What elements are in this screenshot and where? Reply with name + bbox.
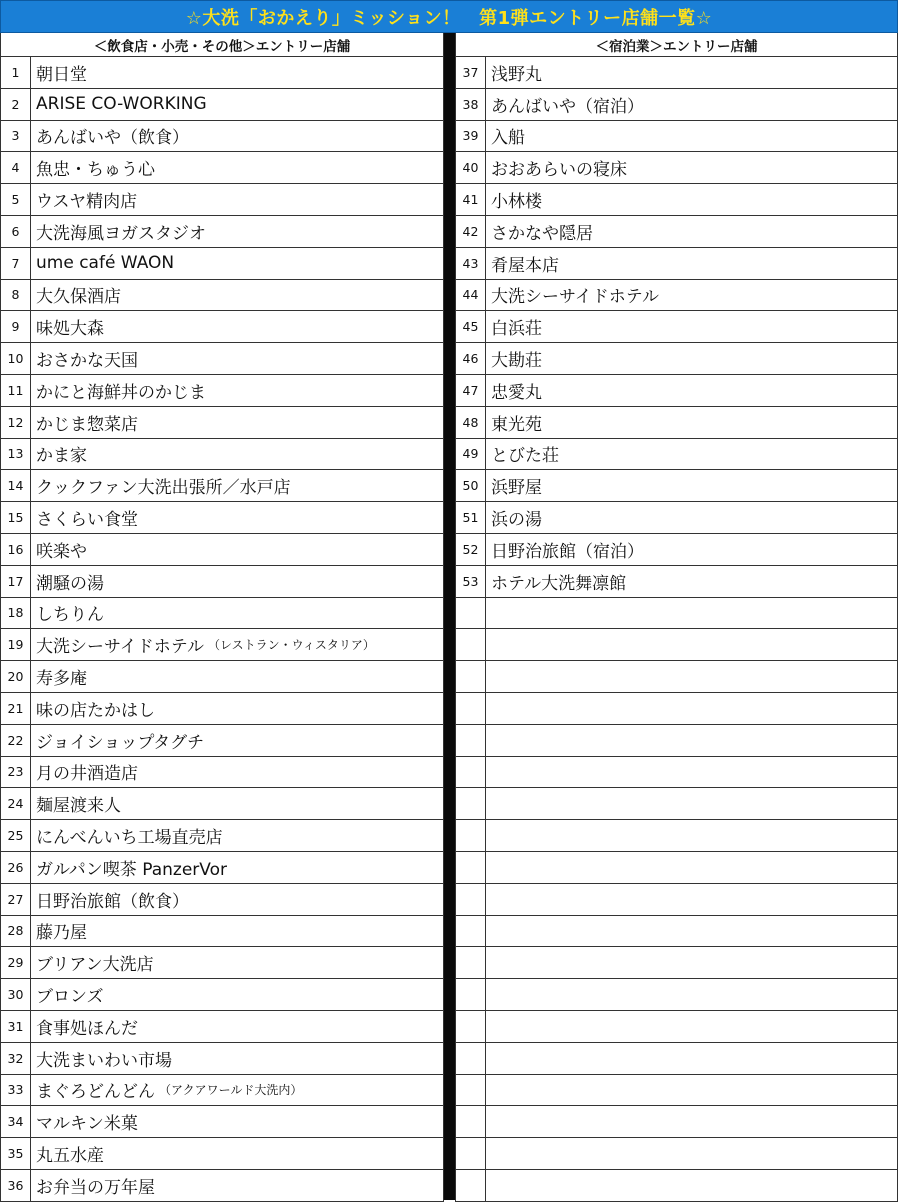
table-row bbox=[0, 57, 444, 89]
row-number bbox=[456, 1138, 486, 1169]
table-row bbox=[455, 725, 898, 757]
store-name-cell bbox=[31, 820, 443, 851]
table-row bbox=[0, 788, 444, 820]
table-row bbox=[455, 884, 898, 916]
store-name-cell bbox=[486, 1138, 897, 1169]
table-row bbox=[455, 343, 898, 375]
table-row bbox=[455, 248, 898, 280]
store-name-cell bbox=[486, 629, 897, 660]
table-row bbox=[455, 979, 898, 1011]
store-name-cell bbox=[486, 788, 897, 819]
row-number bbox=[456, 852, 486, 883]
store-name-cell bbox=[486, 248, 897, 279]
table-row bbox=[0, 757, 444, 789]
store-name: 咲楽や bbox=[36, 541, 87, 562]
table-row bbox=[0, 375, 444, 407]
row-number: 52 bbox=[456, 534, 486, 565]
store-name-cell bbox=[31, 1170, 443, 1201]
store-note: （アクアワールド大洗内） bbox=[159, 1083, 303, 1098]
store-name: あんばいや（飲食） bbox=[36, 128, 189, 149]
table-row bbox=[0, 661, 444, 693]
store-name-cell bbox=[31, 1075, 443, 1106]
store-name: 小林楼 bbox=[491, 192, 542, 213]
store-name-cell bbox=[486, 184, 897, 215]
store-name-cell bbox=[31, 693, 443, 724]
row-number: 47 bbox=[456, 375, 486, 406]
store-name-cell bbox=[31, 216, 443, 247]
table-row bbox=[455, 502, 898, 534]
row-number: 49 bbox=[456, 439, 486, 470]
row-number bbox=[456, 661, 486, 692]
row-number: 48 bbox=[456, 407, 486, 438]
page-title: ☆大洗「おかえり」ミッション！ 第1弾エントリー店舗一覧☆ bbox=[185, 7, 713, 29]
store-name-cell bbox=[31, 248, 443, 279]
table-row bbox=[455, 1011, 898, 1043]
store-name-cell bbox=[486, 1011, 897, 1042]
dining-retail-table bbox=[0, 57, 444, 1202]
row-number: 45 bbox=[456, 311, 486, 342]
row-number: 17 bbox=[1, 566, 31, 597]
store-name-cell bbox=[486, 979, 897, 1010]
table-row bbox=[455, 280, 898, 312]
store-name: かじま惣菜店 bbox=[36, 414, 138, 435]
table-row bbox=[455, 757, 898, 789]
store-name: ume café WAON bbox=[36, 253, 175, 274]
title-bar bbox=[0, 0, 898, 33]
store-name-cell bbox=[486, 1106, 897, 1137]
store-name-cell bbox=[486, 89, 897, 120]
table-row bbox=[0, 89, 444, 121]
dining-retail-header: ＜飲食店・小売・その他＞エントリー店舗 bbox=[0, 33, 444, 57]
table-row bbox=[0, 693, 444, 725]
row-number: 14 bbox=[1, 470, 31, 501]
store-name: 忠愛丸 bbox=[491, 382, 542, 403]
store-name: 大洗シーサイドホテル bbox=[36, 637, 204, 658]
store-name-cell bbox=[31, 439, 443, 470]
lodging-column bbox=[455, 33, 898, 1202]
store-name-cell bbox=[486, 916, 897, 947]
store-name-cell bbox=[31, 311, 443, 342]
store-name-cell bbox=[31, 184, 443, 215]
store-name-cell bbox=[31, 89, 443, 120]
table-row bbox=[455, 852, 898, 884]
store-name-cell bbox=[486, 1043, 897, 1074]
table-row bbox=[0, 1170, 444, 1202]
row-number bbox=[456, 1011, 486, 1042]
table-row bbox=[0, 598, 444, 630]
store-name: 浜野屋 bbox=[491, 478, 542, 499]
row-number bbox=[456, 725, 486, 756]
table-row bbox=[0, 152, 444, 184]
row-number: 13 bbox=[1, 439, 31, 470]
store-name-cell bbox=[31, 57, 443, 88]
store-name: 日野治旅館（宿泊） bbox=[491, 541, 644, 562]
store-name-cell bbox=[31, 534, 443, 565]
store-name: かま家 bbox=[36, 446, 87, 467]
store-name: 東光苑 bbox=[491, 414, 542, 435]
store-name-cell bbox=[486, 725, 897, 756]
store-name-cell bbox=[31, 1011, 443, 1042]
table-row bbox=[0, 184, 444, 216]
row-number bbox=[456, 947, 486, 978]
row-number: 43 bbox=[456, 248, 486, 279]
table-row bbox=[455, 661, 898, 693]
table-row bbox=[455, 1043, 898, 1075]
store-name: 味処大森 bbox=[36, 319, 104, 340]
row-number: 22 bbox=[1, 725, 31, 756]
row-number: 3 bbox=[1, 121, 31, 152]
store-name-cell bbox=[486, 216, 897, 247]
store-name-cell bbox=[31, 629, 443, 660]
row-number: 44 bbox=[456, 280, 486, 311]
row-number: 46 bbox=[456, 343, 486, 374]
store-name-cell bbox=[486, 502, 897, 533]
store-name-cell bbox=[31, 343, 443, 374]
store-name-cell bbox=[486, 57, 897, 88]
store-name-cell bbox=[31, 788, 443, 819]
store-name-cell bbox=[486, 661, 897, 692]
row-number: 41 bbox=[456, 184, 486, 215]
table-row bbox=[455, 184, 898, 216]
store-name: おさかな天国 bbox=[36, 351, 138, 372]
table-row bbox=[0, 629, 444, 661]
store-name-cell bbox=[486, 439, 897, 470]
row-number: 10 bbox=[1, 343, 31, 374]
store-name-cell bbox=[486, 566, 897, 597]
store-name: おおあらいの寝床 bbox=[491, 160, 627, 181]
row-number bbox=[456, 693, 486, 724]
store-name: 丸五水産 bbox=[36, 1145, 104, 1166]
store-name-cell bbox=[31, 979, 443, 1010]
store-name-cell bbox=[31, 757, 443, 788]
store-name: 魚忠・ちゅう心 bbox=[36, 160, 155, 181]
store-name-cell bbox=[486, 947, 897, 978]
store-name-cell bbox=[486, 121, 897, 152]
store-name-cell bbox=[31, 661, 443, 692]
store-name: 大洗海風ヨガスタジオ bbox=[36, 223, 206, 244]
table-row bbox=[0, 947, 444, 979]
store-name-cell bbox=[31, 1043, 443, 1074]
store-name: ホテル大洗舞凛館 bbox=[491, 573, 627, 594]
table-row bbox=[0, 1075, 444, 1107]
row-number: 4 bbox=[1, 152, 31, 183]
row-number: 30 bbox=[1, 979, 31, 1010]
row-number bbox=[456, 916, 486, 947]
row-number: 9 bbox=[1, 311, 31, 342]
store-name: ブリアン大洗店 bbox=[36, 955, 154, 976]
store-name-cell bbox=[486, 693, 897, 724]
table-row bbox=[455, 1138, 898, 1170]
row-number: 27 bbox=[1, 884, 31, 915]
table-row bbox=[455, 375, 898, 407]
table-row bbox=[0, 1043, 444, 1075]
row-number: 1 bbox=[1, 57, 31, 88]
dining-retail-column bbox=[0, 33, 444, 1202]
row-number: 42 bbox=[456, 216, 486, 247]
row-number: 2 bbox=[1, 89, 31, 120]
store-name-cell bbox=[31, 852, 443, 883]
table-row bbox=[455, 916, 898, 948]
row-number: 31 bbox=[1, 1011, 31, 1042]
store-name: ARISE CO-WORKING bbox=[36, 94, 207, 115]
store-name: ガルパン喫茶 PanzerVor bbox=[36, 859, 227, 880]
row-number: 12 bbox=[1, 407, 31, 438]
row-number: 20 bbox=[1, 661, 31, 692]
row-number: 8 bbox=[1, 280, 31, 311]
store-name-cell bbox=[486, 757, 897, 788]
store-name: 寿多庵 bbox=[36, 669, 87, 690]
store-name-cell bbox=[31, 1106, 443, 1137]
store-name-cell bbox=[31, 598, 443, 629]
table-row bbox=[455, 566, 898, 598]
store-name: 月の井酒造店 bbox=[36, 764, 138, 785]
table-row bbox=[0, 566, 444, 598]
row-number: 28 bbox=[1, 916, 31, 947]
row-number: 51 bbox=[456, 502, 486, 533]
store-name: 大洗まいわい市場 bbox=[36, 1050, 172, 1071]
row-number: 19 bbox=[1, 629, 31, 660]
store-name: まぐろどんどん bbox=[36, 1082, 155, 1103]
table-row bbox=[455, 407, 898, 439]
store-name-cell bbox=[31, 725, 443, 756]
row-number: 18 bbox=[1, 598, 31, 629]
row-number: 23 bbox=[1, 757, 31, 788]
table-row bbox=[455, 598, 898, 630]
store-name-cell bbox=[31, 947, 443, 978]
store-name-cell bbox=[486, 1075, 897, 1106]
table-row bbox=[0, 534, 444, 566]
row-number: 32 bbox=[1, 1043, 31, 1074]
row-number: 7 bbox=[1, 248, 31, 279]
table-row bbox=[455, 311, 898, 343]
table-row bbox=[0, 216, 444, 248]
row-number: 16 bbox=[1, 534, 31, 565]
table-row bbox=[0, 820, 444, 852]
table-row bbox=[0, 248, 444, 280]
table-row bbox=[0, 280, 444, 312]
table-row bbox=[455, 121, 898, 153]
row-number: 39 bbox=[456, 121, 486, 152]
table-row bbox=[0, 1138, 444, 1170]
row-number: 50 bbox=[456, 470, 486, 501]
store-name-cell bbox=[486, 820, 897, 851]
store-name-cell bbox=[31, 916, 443, 947]
lodging-table bbox=[455, 57, 898, 1202]
table-row bbox=[455, 57, 898, 89]
row-number: 33 bbox=[1, 1075, 31, 1106]
store-name-cell bbox=[486, 852, 897, 883]
row-number: 24 bbox=[1, 788, 31, 819]
row-number: 15 bbox=[1, 502, 31, 533]
row-number bbox=[456, 820, 486, 851]
store-name: 潮騒の湯 bbox=[36, 573, 104, 594]
table-row bbox=[0, 725, 444, 757]
row-number bbox=[456, 1043, 486, 1074]
table-row bbox=[455, 1170, 898, 1202]
table-row bbox=[455, 947, 898, 979]
row-number: 40 bbox=[456, 152, 486, 183]
store-name: さくらい食堂 bbox=[36, 510, 138, 531]
store-name: 大洗シーサイドホテル bbox=[491, 287, 659, 308]
row-number: 26 bbox=[1, 852, 31, 883]
store-name: 麺屋渡来人 bbox=[36, 796, 121, 817]
store-name-cell bbox=[31, 407, 443, 438]
row-number: 5 bbox=[1, 184, 31, 215]
store-name-cell bbox=[486, 598, 897, 629]
store-name: しちりん bbox=[36, 605, 104, 626]
store-name: 大勘荘 bbox=[491, 351, 542, 372]
table-row bbox=[0, 407, 444, 439]
store-name-cell bbox=[486, 311, 897, 342]
store-name: さかなや隠居 bbox=[491, 223, 593, 244]
lodging-header: ＜宿泊業＞エントリー店舗 bbox=[455, 33, 898, 57]
store-name: 食事処ほんだ bbox=[36, 1018, 138, 1039]
table-row bbox=[0, 439, 444, 471]
table-row bbox=[0, 852, 444, 884]
row-number: 29 bbox=[1, 947, 31, 978]
table-row bbox=[455, 788, 898, 820]
row-number bbox=[456, 884, 486, 915]
table-row bbox=[0, 470, 444, 502]
table-row bbox=[0, 884, 444, 916]
row-number bbox=[456, 757, 486, 788]
table-row bbox=[455, 152, 898, 184]
table-row bbox=[0, 1106, 444, 1138]
store-name: 藤乃屋 bbox=[36, 923, 87, 944]
row-number bbox=[456, 598, 486, 629]
table-row bbox=[0, 916, 444, 948]
store-name: あんばいや（宿泊） bbox=[491, 96, 644, 117]
row-number: 21 bbox=[1, 693, 31, 724]
table-row bbox=[0, 979, 444, 1011]
store-name-cell bbox=[31, 152, 443, 183]
store-name: にんべんいち工場直売店 bbox=[36, 828, 223, 849]
store-name: 朝日堂 bbox=[36, 64, 87, 85]
row-number: 25 bbox=[1, 820, 31, 851]
row-number bbox=[456, 1170, 486, 1201]
store-name: かにと海鮮丼のかじま bbox=[36, 382, 206, 403]
table-row bbox=[455, 629, 898, 661]
row-number: 38 bbox=[456, 89, 486, 120]
table-row bbox=[455, 534, 898, 566]
table-row bbox=[455, 1075, 898, 1107]
table-row bbox=[0, 502, 444, 534]
store-name: マルキン米菓 bbox=[36, 1114, 138, 1135]
store-name-cell bbox=[486, 884, 897, 915]
store-name-cell bbox=[486, 152, 897, 183]
row-number: 35 bbox=[1, 1138, 31, 1169]
store-name-cell bbox=[486, 1170, 897, 1201]
store-name: お弁当の万年屋 bbox=[36, 1177, 155, 1198]
row-number bbox=[456, 788, 486, 819]
row-number bbox=[456, 1106, 486, 1137]
table-row bbox=[455, 693, 898, 725]
table-row bbox=[0, 121, 444, 153]
row-number bbox=[456, 979, 486, 1010]
store-name: とびた荘 bbox=[491, 446, 559, 467]
store-name: 白浜荘 bbox=[491, 319, 542, 340]
store-name: 味の店たかはし bbox=[36, 700, 155, 721]
table-row bbox=[455, 1106, 898, 1138]
table-row bbox=[0, 311, 444, 343]
table-row bbox=[455, 820, 898, 852]
table-row bbox=[0, 1011, 444, 1043]
store-name-cell bbox=[31, 884, 443, 915]
store-name-cell bbox=[486, 407, 897, 438]
store-name-cell bbox=[486, 375, 897, 406]
store-name: ウスヤ精肉店 bbox=[36, 192, 138, 213]
store-name: 大久保酒店 bbox=[36, 287, 121, 308]
row-number: 6 bbox=[1, 216, 31, 247]
row-number: 11 bbox=[1, 375, 31, 406]
store-name: 入船 bbox=[491, 128, 525, 149]
table-row bbox=[455, 470, 898, 502]
table-row bbox=[455, 216, 898, 248]
row-number: 34 bbox=[1, 1106, 31, 1137]
store-name: 浅野丸 bbox=[491, 64, 542, 85]
store-name-cell bbox=[31, 470, 443, 501]
store-name: 浜の湯 bbox=[491, 510, 542, 531]
store-name-cell bbox=[31, 502, 443, 533]
store-name-cell bbox=[486, 280, 897, 311]
store-name: クックファン大洗出張所／水戸店 bbox=[36, 478, 291, 499]
store-name-cell bbox=[31, 1138, 443, 1169]
store-name-cell bbox=[31, 375, 443, 406]
store-name-cell bbox=[486, 343, 897, 374]
store-note: （レストラン・ウィスタリア） bbox=[207, 638, 375, 653]
table-row bbox=[455, 439, 898, 471]
store-name-cell bbox=[31, 280, 443, 311]
store-name-cell bbox=[486, 534, 897, 565]
store-name: ブロンズ bbox=[36, 987, 104, 1007]
store-name: 日野治旅館（飲食） bbox=[36, 891, 189, 912]
store-name-cell bbox=[31, 121, 443, 152]
store-name-cell bbox=[31, 566, 443, 597]
table-row bbox=[0, 343, 444, 375]
store-name-cell bbox=[486, 470, 897, 501]
store-name: ジョイショップタグチ bbox=[36, 732, 205, 753]
store-name: 肴屋本店 bbox=[491, 255, 559, 276]
row-number: 37 bbox=[456, 57, 486, 88]
row-number bbox=[456, 629, 486, 660]
row-number: 53 bbox=[456, 566, 486, 597]
row-number bbox=[456, 1075, 486, 1106]
column-divider bbox=[444, 33, 455, 1200]
table-row bbox=[455, 89, 898, 121]
row-number: 36 bbox=[1, 1170, 31, 1201]
